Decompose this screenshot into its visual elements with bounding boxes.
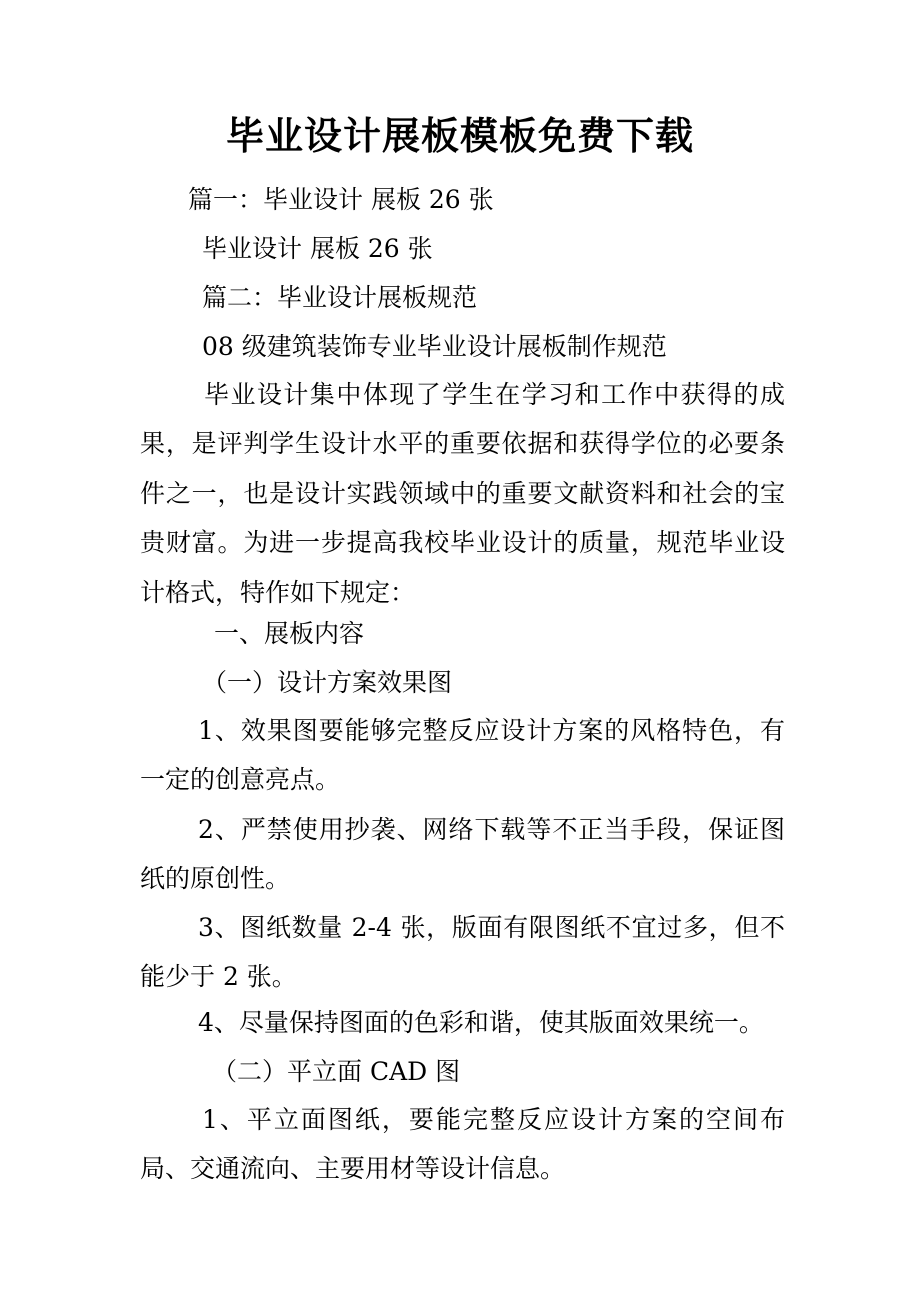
list-item: 1、效果图要能够完整反应设计方案的风格特色，有一定的创意亮点。 (140, 716, 785, 795)
line-part-one: 篇一：毕业设计 展板 26 张 (188, 185, 494, 214)
section-1-heading: 一、展板内容 (214, 619, 365, 648)
document-title: 毕业设计展板模板免费下载 (225, 113, 694, 158)
list-item: 2、严禁使用抄袭、网络下载等不正当手段，保证图纸的原创性。 (140, 815, 785, 894)
line-subtitle: 毕业设计 展板 26 张 (202, 234, 433, 263)
line-part-two: 篇二：毕业设计展板规范 (202, 283, 478, 312)
subsection-1-heading: （一）设计方案效果图 (202, 668, 453, 697)
line-spec-title: 08 级建筑装饰专业毕业设计展板制作规范 (202, 332, 667, 361)
subsection-2-heading: （二）平立面 CAD 图 (212, 1057, 461, 1086)
intro-paragraph: 毕业设计集中体现了学生在学习和工作中获得的成果，是评判学生设计水平的重要依据和获得学位的必要条件之一，也是设计实践领域中的重要文献资料和社会的宝贵财富。为进一步提高我校毕业设计的质量，规范毕业设计格式，特作如下规定： (140, 380, 785, 607)
list-item: 4、尽量保持图面的色彩和谐，使其版面效果统一。 (198, 1008, 764, 1037)
list-item: 1、平立面图纸，要能完整反应设计方案的空间布局、交通流向、主要用材等设计信息。 (140, 1105, 785, 1184)
list-item: 3、图纸数量 2-4 张，版面有限图纸不宜过多，但不能少于 2 张。 (140, 913, 785, 992)
